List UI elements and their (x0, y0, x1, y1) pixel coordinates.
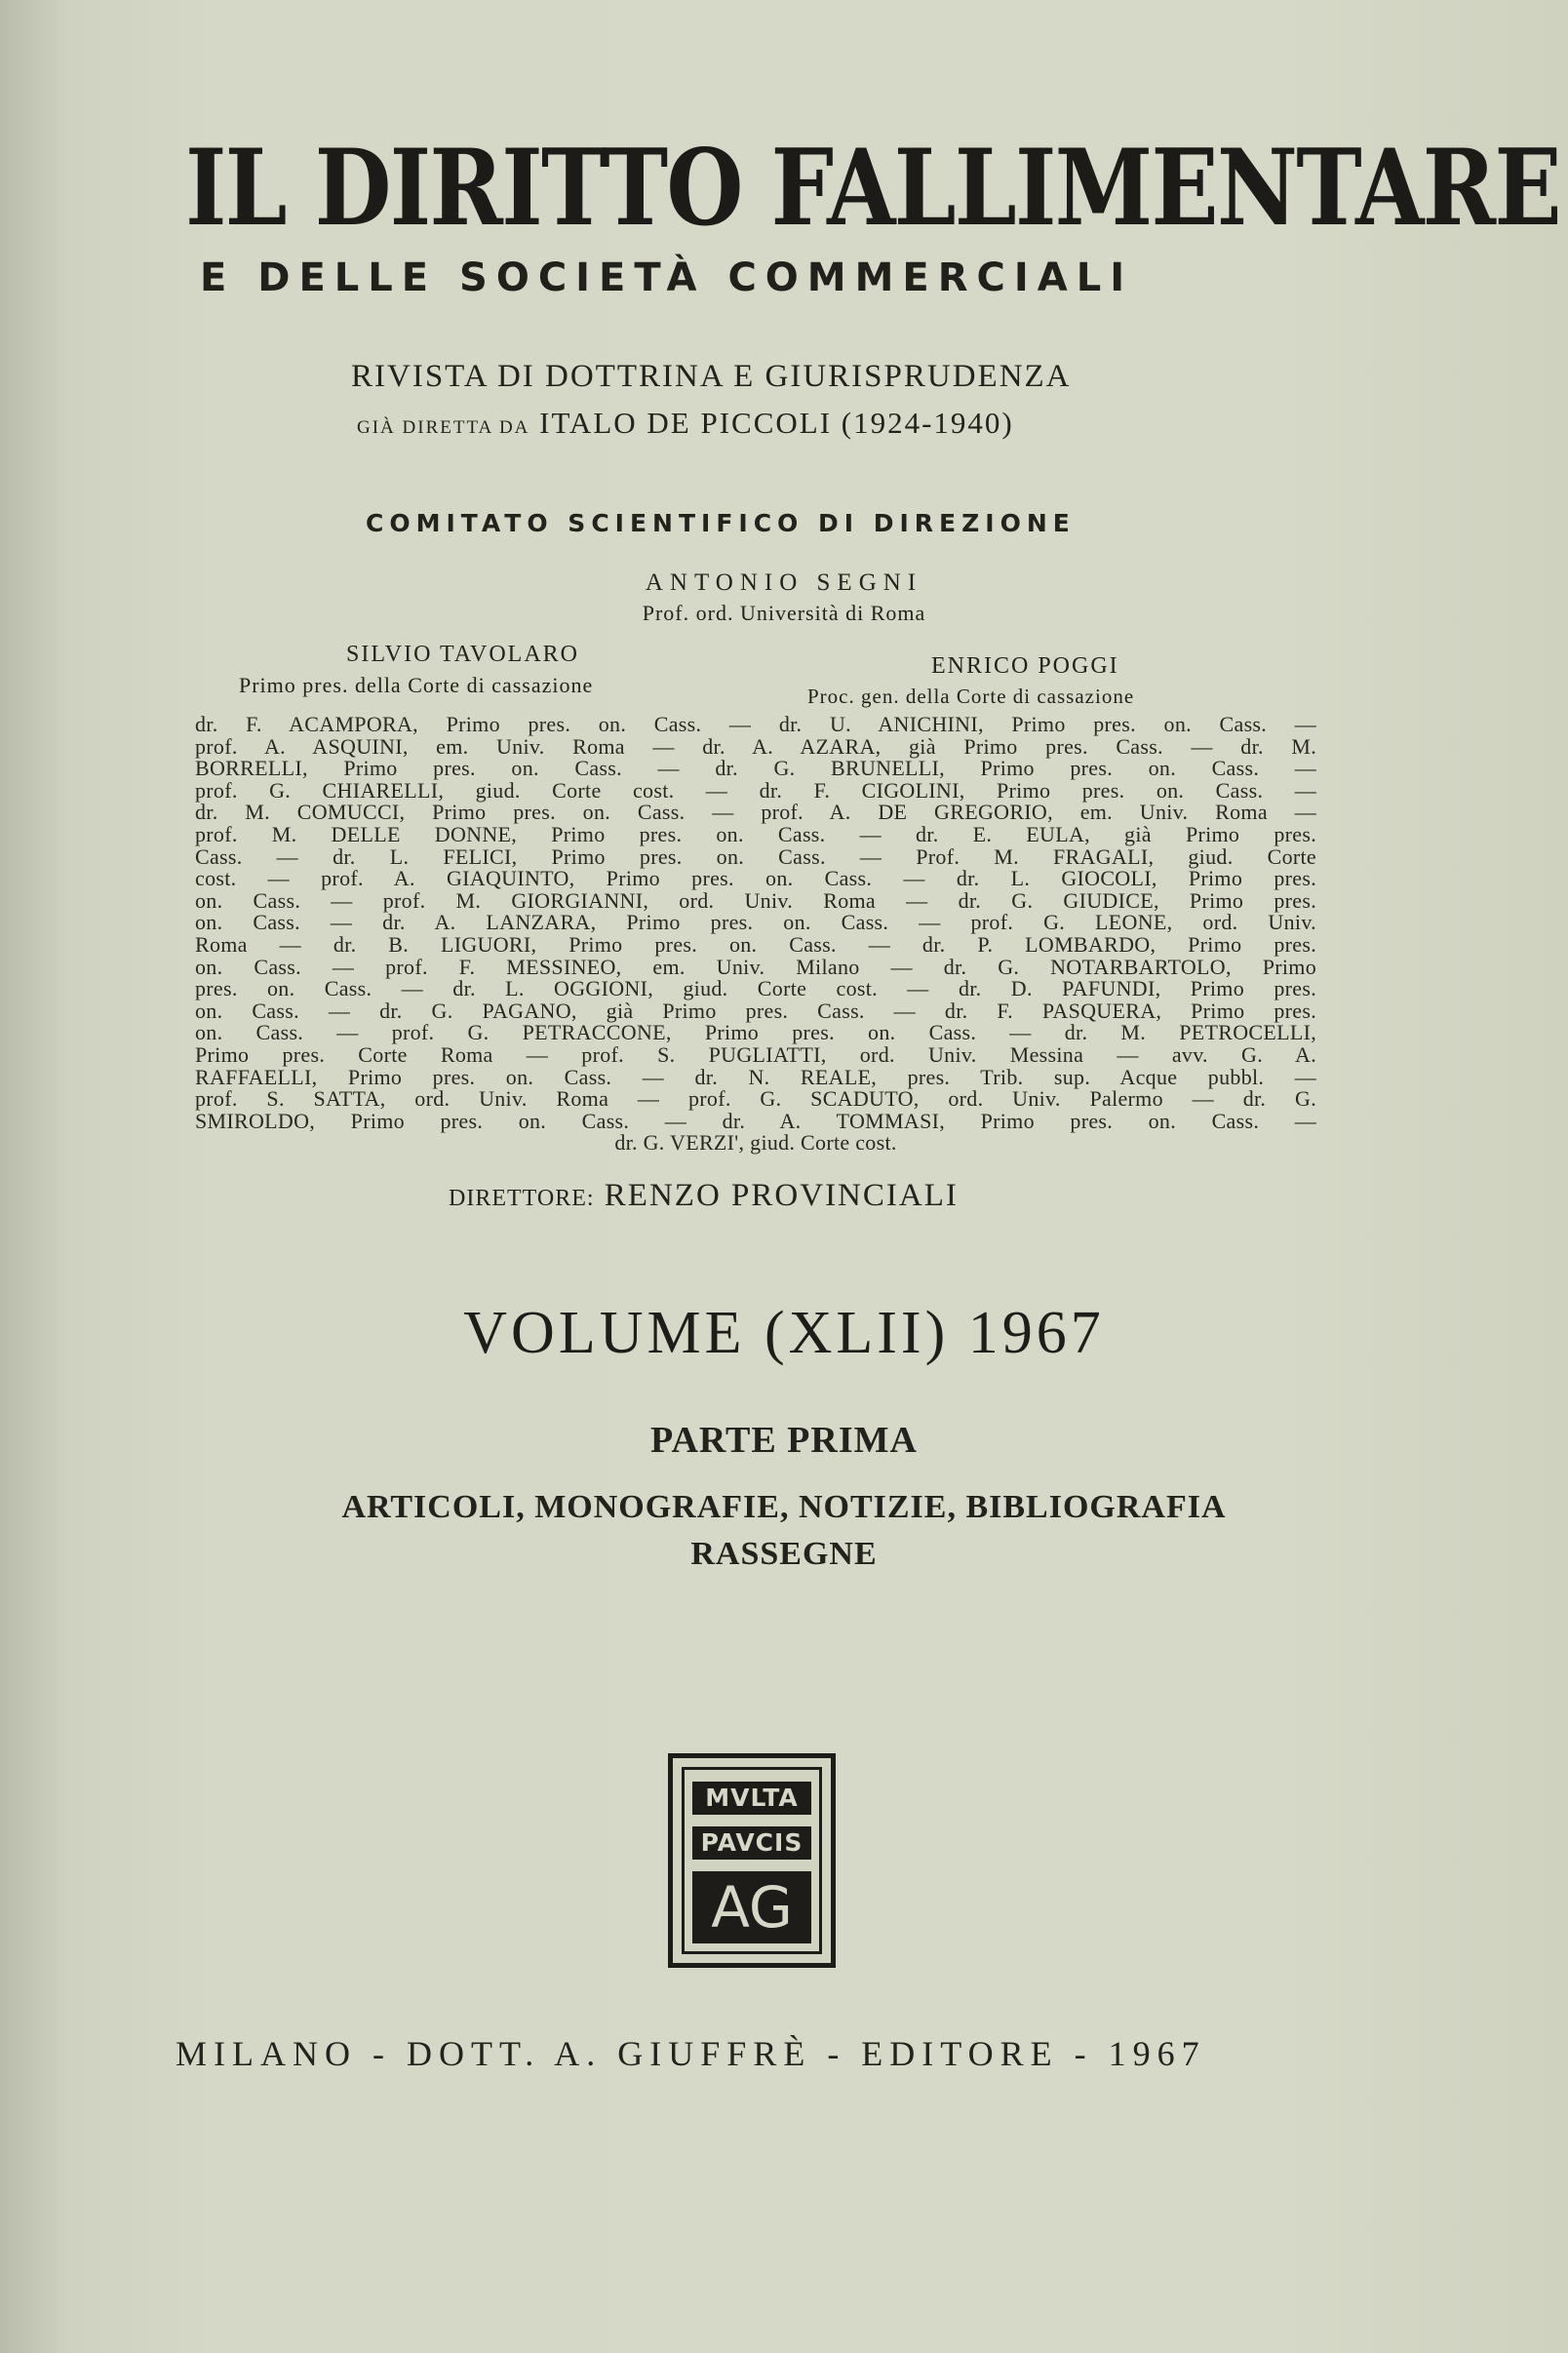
founder-name: ITALO DE PICCOLI (1924-1940) (539, 406, 1014, 440)
logo-text-ag: AG (692, 1871, 811, 1943)
committee-right-role: Proc. gen. della Corte di cassazione (807, 685, 1135, 708)
committee-president-name: ANTONIO SEGNI (645, 569, 923, 596)
members-line: prof. G. CHIARELLI, giud. Corte cost. — dr. F. CIGOLINI, Primo pres. on. Cass. — (195, 777, 1316, 803)
volume-title: VOLUME (XLII) 1967 (463, 1300, 1105, 1366)
members-line: prof. S. SATTA, ord. Univ. Roma — prof. G. SCADUTO, ord. Univ. Palermo — dr. G. (195, 1086, 1316, 1112)
volume-sections-line1: ARTICOLI, MONOGRAFIE, NOTIZIE, BIBLIOGRAFIA (341, 1489, 1227, 1525)
members-line: on. Cass. — prof. F. MESSINEO, em. Univ. Milano — dr. G. NOTARBARTOLO, Primo (195, 954, 1316, 979)
committee-members (195, 714, 1316, 1155)
volume-part: PARTE PRIMA (650, 1420, 918, 1461)
members-line: SMIROLDO, Primo pres. on. Cass. — dr. A. TOMMASI, Primo pres. on. Cass. — (195, 1108, 1316, 1133)
members-line: prof. A. ASQUINI, em. Univ. Roma — dr. A. AZARA, già Primo pres. Cass. — dr. M. (195, 733, 1316, 759)
members-line: pres. on. Cass. — dr. L. OGGIONI, giud. Corte cost. — dr. D. PAFUNDI, Primo pres. (195, 976, 1316, 1001)
committee-president-role: Prof. ord. Università di Roma (642, 601, 926, 625)
volume-sections-line2: RASSEGNE (690, 1536, 878, 1572)
publisher-logo (668, 1753, 836, 1968)
journal-subtitle: E DELLE SOCIETÀ COMMERCIALI (200, 255, 1134, 300)
journal-title: IL DIRITTO FALLIMENTARE (185, 127, 1560, 250)
committee-heading: COMITATO SCIENTIFICO DI DIREZIONE (366, 509, 1076, 537)
committee-right-name: ENRICO POGGI (931, 653, 1119, 679)
members-line: BORRELLI, Primo pres. on. Cass. — dr. G. BRUNELLI, Primo pres. on. Cass. — (195, 756, 1316, 781)
members-line: dr. G. VERZI', giud. Corte cost. (614, 1130, 897, 1156)
committee-left-role: Primo pres. della Corte di cassazione (239, 673, 594, 697)
members-line: Cass. — dr. L. FELICI, Primo pres. on. Cass. — Prof. M. FRAGALI, giud. Corte (195, 843, 1316, 869)
publisher-logo-frame (682, 1767, 822, 1954)
founder-prefix: GIÀ DIRETTA DA (357, 417, 530, 438)
members-line: RAFFAELLI, Primo pres. on. Cass. — dr. N. REALE, pres. Trib. sup. Acque pubbl. — (195, 1064, 1316, 1089)
members-line: cost. — prof. A. GIAQUINTO, Primo pres. on. Cass. — dr. L. GIOCOLI, Primo pres. (195, 866, 1316, 891)
journal-description: RIVISTA DI DOTTRINA E GIURISPRUDENZA (351, 359, 1072, 394)
members-line: prof. M. DELLE DONNE, Primo pres. on. Cass. — dr. E. EULA, già Primo pres. (195, 821, 1316, 846)
director-name: RENZO PROVINCIALI (604, 1178, 959, 1213)
members-line: on. Cass. — dr. A. LANZARA, Primo pres. on. Cass. — prof. G. LEONE, ord. Univ. (195, 910, 1316, 935)
members-line: on. Cass. — prof. G. PETRACCONE, Primo pres. on. Cass. — dr. M. PETROCELLI, (195, 1020, 1316, 1045)
director-label: DIRETTORE: (449, 1186, 595, 1211)
members-line: dr. M. COMUCCI, Primo pres. on. Cass. — prof. A. DE GREGORIO, em. Univ. Roma — (195, 800, 1316, 825)
members-line: on. Cass. — prof. M. GIORGIANNI, ord. Univ. Roma — dr. G. GIUDICE, Primo pres. (195, 887, 1316, 913)
members-line: on. Cass. — dr. G. PAGANO, già Primo pres. Cass. — dr. F. PASQUERA, Primo pres. (195, 998, 1316, 1023)
founder-line (357, 406, 1196, 441)
members-line: Roma — dr. B. LIGUORI, Primo pres. on. Cass. — dr. P. LOMBARDO, Primo pres. (195, 931, 1316, 957)
committee-left-name: SILVIO TAVOLARO (346, 642, 579, 667)
publisher-imprint: MILANO - DOTT. A. GIUFFRÈ - EDITORE - 1967 (176, 2034, 1206, 2073)
logo-text-multa: MVLTA (692, 1782, 811, 1815)
logo-text-paucis: PAVCIS (692, 1826, 811, 1860)
director-line (449, 1178, 1131, 1214)
members-line: Primo pres. Corte Roma — prof. S. PUGLIATTI, ord. Univ. Messina — avv. G. A. (195, 1041, 1316, 1067)
members-line: dr. F. ACAMPORA, Primo pres. on. Cass. — dr. U. ANICHINI, Primo pres. on. Cass. — (195, 712, 1316, 736)
